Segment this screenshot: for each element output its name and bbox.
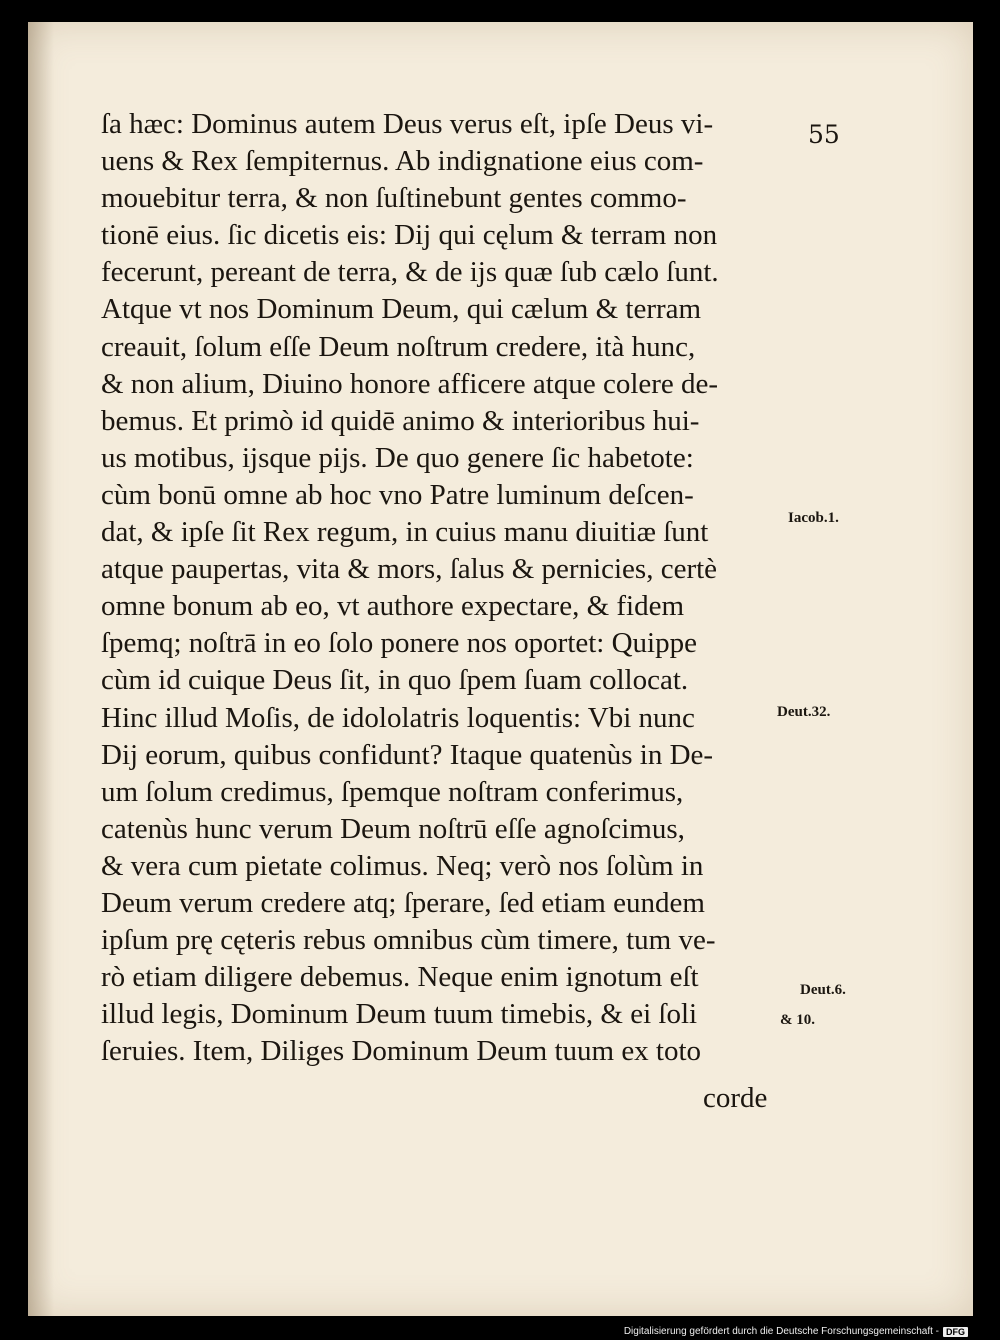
text-line: uens & Rex ſempiternus. Ab indignatione eius com- — [101, 145, 704, 178]
text-line: & vera cum pietate colimus. Neq; verò nos ſolùm in — [101, 849, 704, 882]
text-line: creauit, ſolum eſſe Deum noſtrum credere, ità hunc, — [101, 330, 696, 363]
body-text — [101, 106, 781, 1070]
text-line: bemus. Et primò id quidē animo & interioribus hui- — [101, 404, 700, 437]
marginal-note: Deut.6. — [800, 982, 846, 998]
text-line: Deum verum credere atq; ſperare, ſed etiam eundem — [101, 886, 705, 919]
text-line: fecerunt, pereant de terra, & de ijs quæ ſub cælo ſunt. — [101, 256, 719, 289]
marginal-note: Iacob.1. — [788, 510, 839, 526]
text-line: omne bonum ab eo, vt authore expectare, & fidem — [101, 590, 685, 623]
text-line: ſpemq; noſtrā in eo ſolo ponere nos oportet: Quippe — [101, 627, 697, 660]
text-line: cùm id cuique Deus ſit, in quo ſpem ſuam collocat. — [101, 664, 689, 697]
credit-text: Digitalisierung gefördert durch die Deutsche Forschungsgemeinschaft - — [623, 1326, 939, 1337]
text-line: cùm bonū omne ab hoc vno Patre luminum deſcen- — [101, 478, 694, 511]
text-line: us motibus, ijsque pijs. De quo genere ſic habetote: — [101, 441, 694, 474]
page-gutter-shadow — [28, 22, 54, 1316]
text-line: ipſum prę cęteris rebus omnibus cùm timere, tum ve- — [101, 924, 716, 957]
marginal-note: Deut.32. — [777, 704, 831, 720]
text-line: Hinc illud Moſis, de idololatris loquentis: Vbi nunc — [101, 701, 695, 734]
text-line: atque paupertas, vita & mors, ſalus & pernicies, certè — [101, 553, 718, 586]
text-line: dat, & ipſe ſit Rex regum, in cuius manu diuitiæ ſunt — [101, 516, 709, 549]
book-page — [28, 22, 973, 1316]
text-line: ſeruies. Item, Diliges Dominum Deum tuum ex toto — [101, 1035, 702, 1068]
marginal-note: & 10. — [780, 1012, 815, 1028]
dfg-logo: DFG — [943, 1327, 968, 1337]
text-line: Dij eorum, quibus confidunt? Itaque quatenùs in De- — [101, 738, 714, 771]
page-number: 55 — [808, 120, 840, 149]
text-line: & non alium, Diuino honore afficere atque colere de- — [101, 367, 719, 400]
text-line: Atque vt nos Dominum Deum, qui cælum & terram — [101, 293, 702, 326]
text-line: ſa hæc: Dominus autem Deus verus eſt, ipſe Deus vi- — [101, 108, 714, 140]
text-line: rò etiam diligere debemus. Neque enim ignotum eſt — [101, 961, 699, 994]
text-line: illud legis, Dominum Deum tuum timebis, & ei ſoli — [101, 998, 698, 1031]
text-line: mouebitur terra, & non ſuſtinebunt gentes commo- — [101, 182, 687, 215]
digitization-credit — [624, 1326, 968, 1337]
text-line: um ſolum credimus, ſpemque noſtram conferimus, — [101, 775, 684, 808]
catchword: corde — [703, 1082, 768, 1114]
text-line: catenùs hunc verum Deum noſtrū eſſe agnoſcimus, — [101, 812, 685, 845]
text-line: tionē eius. ſic dicetis eis: Dij qui cęlum & terram non — [101, 219, 718, 252]
